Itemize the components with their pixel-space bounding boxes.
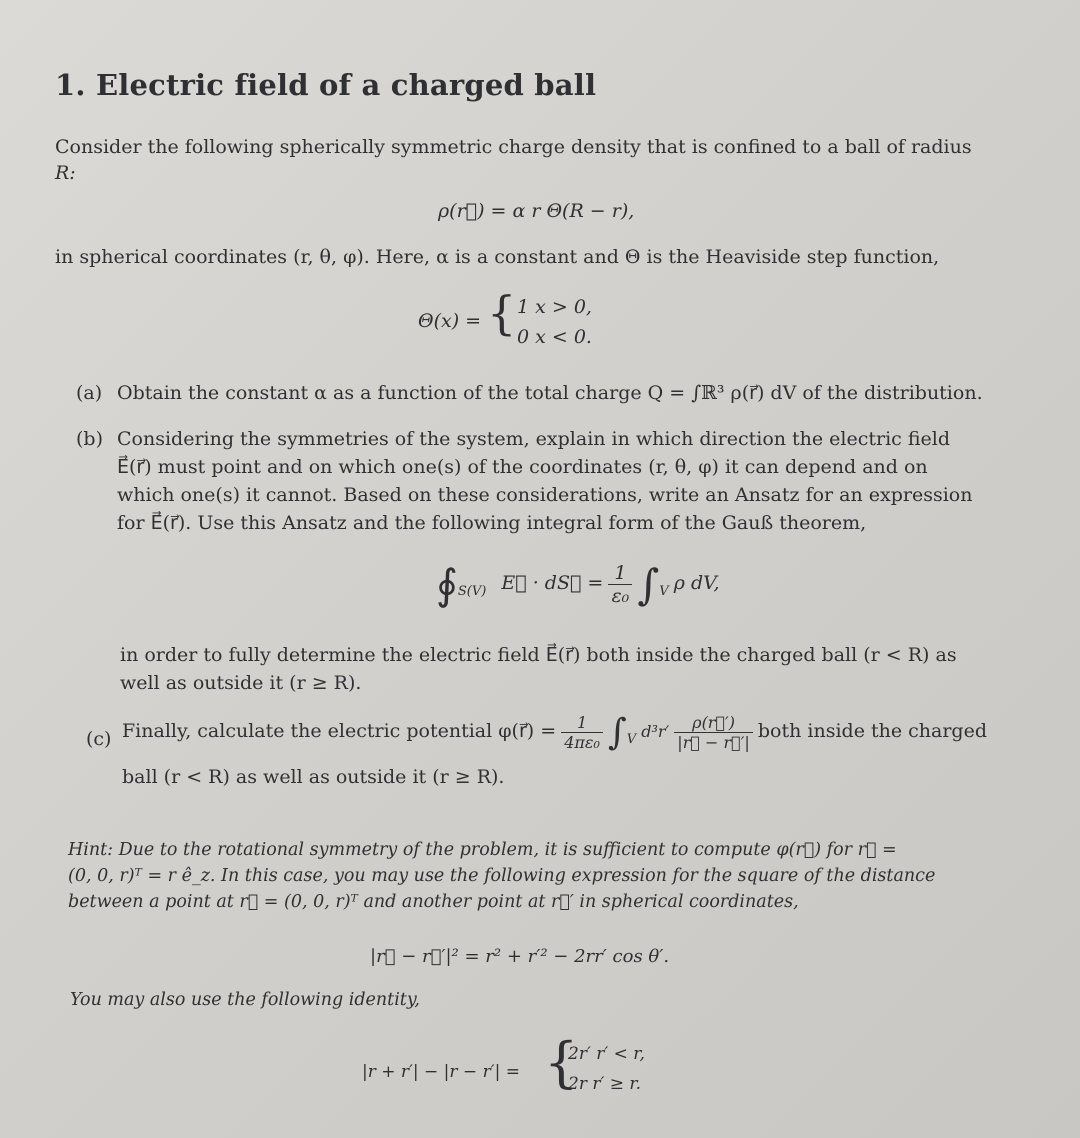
heaviside-brace: { <box>487 286 517 340</box>
equation-density: ρ(r⃗) = α r Θ(R − r), <box>438 200 635 222</box>
identity-case-1: 2r′ r′ < r, <box>568 1044 645 1064</box>
section-title: 1. Electric field of a charged ball <box>55 68 597 102</box>
potential-prefactor <box>561 713 603 752</box>
potential-integrand-num: ρ(r⃗′) <box>674 713 753 733</box>
coords-line: in spherical coordinates (r, θ, φ). Here, α is a constant and Θ is the Heaviside step function, <box>55 246 940 268</box>
gauss-rhs: ρ dV, <box>673 572 720 594</box>
heaviside-case-1: 1 x > 0, <box>517 296 592 318</box>
potential-integral-subscript: V <box>626 732 637 747</box>
gauss-equation <box>436 560 720 609</box>
potential-integral-sign: ∫ <box>608 712 627 753</box>
part-c-label: (c) <box>86 728 112 750</box>
hint-line-3: between a point at r⃗ = (0, 0, r)ᵀ and another point at r⃗′ in spherical coordinates, <box>68 892 799 912</box>
intro-line-1: Consider the following spherically symmetric charge density that is confined to a ball of radius <box>55 136 972 158</box>
part-a-label: (a) <box>76 382 103 404</box>
identity-lhs: |r + r′| − |r − r′| = <box>362 1062 520 1082</box>
gauss-volume-subscript: V <box>659 584 669 599</box>
gauss-fraction <box>608 562 632 607</box>
intro-line-2: R: <box>55 162 76 184</box>
part-c-line-2: ball (r < R) as well as outside it (r ≥ R). <box>122 766 505 788</box>
part-c-text-post: both inside the charged <box>757 720 988 742</box>
potential-prefactor-num: 1 <box>561 713 603 733</box>
identity-intro: You may also use the following identity, <box>70 990 420 1010</box>
potential-integrand-measure: d³r′ <box>641 722 670 741</box>
potential-integrand-den: |r⃗ − r⃗′| <box>677 733 750 752</box>
part-b-label: (b) <box>76 428 103 450</box>
identity-case-2: 2r r′ ≥ r. <box>568 1074 642 1094</box>
part-b-line-3: which one(s) it cannot. Based on these considerations, write an Ansatz for an expression <box>117 484 973 506</box>
contour-integral-sign: ∮ <box>436 560 458 609</box>
potential-integrand <box>674 713 753 752</box>
gauss-surface-subscript: S(V) <box>457 584 487 599</box>
potential-prefactor-den: 4πε₀ <box>564 733 600 752</box>
part-b-after-1: in order to fully determine the electric field E⃗(r⃗) both inside the charged ball (r < R) as <box>120 644 957 666</box>
part-b-line-4: for E⃗(r⃗). Use this Ansatz and the following integral form of the Gauß theorem, <box>117 512 867 534</box>
gauss-fraction-num: 1 <box>608 562 632 585</box>
gauss-fraction-den: ε₀ <box>611 585 630 607</box>
hint-line-1: Hint: Due to the rotational symmetry of the problem, it is sufficient to compute φ(r⃗) for r⃗ = <box>68 840 897 860</box>
part-c-text-pre: Finally, calculate the electric potential φ(r⃗) = <box>122 720 557 742</box>
gauss-lhs: E⃗ · dS⃗ = <box>501 572 604 594</box>
heaviside-lhs: Θ(x) = <box>418 310 482 332</box>
volume-integral-sign: ∫ <box>637 560 660 609</box>
heaviside-case-2: 0 x < 0. <box>517 326 592 348</box>
part-c-first-line <box>122 712 987 753</box>
part-b-line-2: E⃗(r⃗) must point and on which one(s) of the coordinates (r, θ, φ) it can depend and on <box>117 456 928 478</box>
part-a-text: Obtain the constant α as a function of the total charge Q = ∫ℝ³ ρ(r⃗) dV of the distribution. <box>117 382 983 404</box>
part-b-after-2: well as outside it (r ≥ R). <box>120 672 362 694</box>
part-b-line-1: Considering the symmetries of the system, explain in which direction the electric field <box>117 428 951 450</box>
identity-brace: { <box>544 1031 579 1094</box>
equation-distance: |r⃗ − r⃗′|² = r² + r′² − 2rr′ cos θ′. <box>370 946 670 967</box>
hint-line-2: (0, 0, r)ᵀ = r ê_z. In this case, you may use the following expression for the square of the distance <box>68 866 936 886</box>
